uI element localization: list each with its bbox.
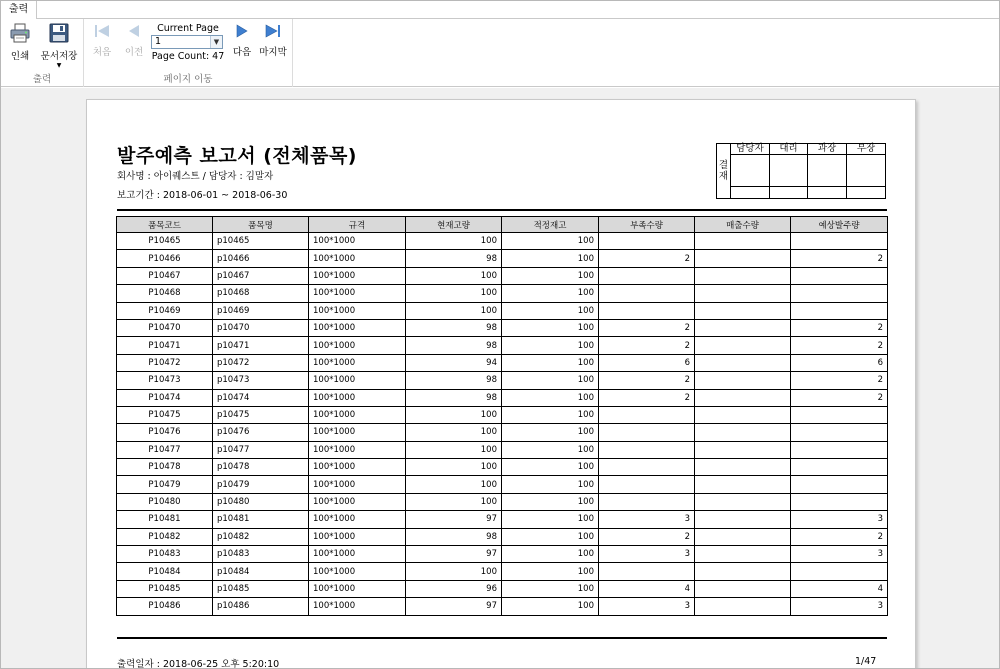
col-header-proper-stock: 적정재고 [502, 217, 599, 233]
table-cell: 100 [502, 389, 599, 406]
table-cell: 3 [599, 598, 695, 615]
floppy-disk-icon [48, 22, 70, 44]
table-cell: 100 [406, 441, 502, 458]
table-row [117, 233, 888, 250]
table-cell: P10467 [117, 267, 213, 284]
report-title: 발주예측 보고서 (전체품목) [117, 145, 357, 167]
table-cell: p10468 [213, 285, 309, 302]
table-cell [599, 493, 695, 510]
table-cell [791, 285, 888, 302]
table-cell: 100 [502, 598, 599, 615]
table-cell: P10471 [117, 337, 213, 354]
approval-col-manager [808, 144, 847, 198]
table-cell: 100*1000 [309, 319, 406, 336]
table-cell [695, 389, 791, 406]
table-row [117, 598, 888, 615]
table-cell [791, 406, 888, 423]
table-cell: 100*1000 [309, 250, 406, 267]
table-cell: 2 [791, 319, 888, 336]
table-cell: p10466 [213, 250, 309, 267]
approval-foot [847, 186, 885, 198]
document-viewport[interactable] [1, 88, 999, 668]
table-cell: P10481 [117, 511, 213, 528]
table-cell: 100*1000 [309, 563, 406, 580]
col-header-expected-order: 예상발주량 [791, 217, 888, 233]
table-cell [695, 598, 791, 615]
table-cell: P10479 [117, 476, 213, 493]
col-header-item-code: 품목코드 [117, 217, 213, 233]
table-cell: 100 [502, 441, 599, 458]
table-cell: P10469 [117, 302, 213, 319]
company-line: 회사명 : 아이퀘스트 / 담당자 : 김말자 [117, 171, 274, 182]
table-cell: 2 [599, 372, 695, 389]
approval-head-deputy: 대리 [770, 144, 807, 155]
table-cell: 100 [406, 459, 502, 476]
first-page-icon [93, 22, 111, 40]
table-cell: 100*1000 [309, 337, 406, 354]
table-cell: p10475 [213, 406, 309, 423]
table-row [117, 546, 888, 563]
table-cell: P10484 [117, 563, 213, 580]
table-cell [695, 459, 791, 476]
table-cell: P10476 [117, 424, 213, 441]
table-cell: 98 [406, 372, 502, 389]
table-cell: 100*1000 [309, 267, 406, 284]
col-header-spec: 규격 [309, 217, 406, 233]
last-page-label: 마지막 [259, 47, 287, 58]
table-cell: P10472 [117, 354, 213, 371]
table-cell: 97 [406, 511, 502, 528]
table-cell: 2 [791, 389, 888, 406]
save-document-label: 문서저장 [40, 51, 78, 62]
ribbon [1, 19, 999, 87]
table-cell: p10477 [213, 441, 309, 458]
table-cell: p10465 [213, 233, 309, 250]
last-page-icon [264, 22, 282, 40]
table-cell: 100 [406, 302, 502, 319]
table-row [117, 389, 888, 406]
table-row [117, 319, 888, 336]
table-cell [695, 546, 791, 563]
table-cell [695, 302, 791, 319]
table-cell: p10478 [213, 459, 309, 476]
table-cell [695, 337, 791, 354]
table-cell: P10483 [117, 546, 213, 563]
table-row [117, 528, 888, 545]
save-document-button[interactable] [39, 22, 79, 69]
table-cell: p10467 [213, 267, 309, 284]
table-cell: 100 [502, 511, 599, 528]
dropdown-arrow-icon[interactable]: ▼ [56, 62, 62, 69]
previous-page-button[interactable] [122, 22, 146, 58]
table-cell: 97 [406, 598, 502, 615]
table-cell [695, 424, 791, 441]
col-header-sales-qty: 매출수량 [695, 217, 791, 233]
table-cell: p10482 [213, 528, 309, 545]
table-cell: 100 [502, 233, 599, 250]
table-cell [791, 441, 888, 458]
table-row [117, 424, 888, 441]
col-header-shortage: 부족수량 [599, 217, 695, 233]
table-cell: P10478 [117, 459, 213, 476]
table-cell: 100 [502, 476, 599, 493]
table-cell: 6 [599, 354, 695, 371]
table-cell [791, 267, 888, 284]
table-cell: P10473 [117, 372, 213, 389]
approval-col-deputy [770, 144, 808, 198]
table-cell: 100 [502, 372, 599, 389]
table-cell: 3 [791, 598, 888, 615]
table-cell [791, 459, 888, 476]
table-cell: 6 [791, 354, 888, 371]
table-cell: 2 [599, 528, 695, 545]
table-cell [695, 372, 791, 389]
footer-print-date: 출력일자 : 2018-06-25 오후 5:20:10 [117, 659, 280, 668]
table-row [117, 302, 888, 319]
table-cell [695, 233, 791, 250]
table-cell: 100 [502, 267, 599, 284]
table-cell [695, 250, 791, 267]
ribbon-group-output [1, 19, 84, 87]
table-row [117, 354, 888, 371]
table-cell: 4 [791, 580, 888, 597]
ribbon-group-output-label: 출력 [32, 74, 52, 85]
table-cell: 100 [502, 546, 599, 563]
table-cell: 100*1000 [309, 354, 406, 371]
table-cell: p10479 [213, 476, 309, 493]
table-cell: 98 [406, 250, 502, 267]
col-header-item-name: 품목명 [213, 217, 309, 233]
table-cell [791, 493, 888, 510]
table-cell: p10476 [213, 424, 309, 441]
table-cell: 100 [406, 285, 502, 302]
table-row [117, 337, 888, 354]
table-cell: P10477 [117, 441, 213, 458]
table-cell: 100 [406, 267, 502, 284]
table-cell: 100 [502, 580, 599, 597]
table-cell: 2 [599, 250, 695, 267]
table-cell: p10481 [213, 511, 309, 528]
table-cell [695, 354, 791, 371]
table-cell: 100 [502, 319, 599, 336]
table-cell: 3 [791, 511, 888, 528]
table-cell: 98 [406, 528, 502, 545]
table-cell: p10470 [213, 319, 309, 336]
table-cell: P10474 [117, 389, 213, 406]
table-cell [695, 476, 791, 493]
approval-side-label-1: 결 [718, 160, 729, 171]
table-cell [599, 441, 695, 458]
approval-foot [770, 186, 807, 198]
table-cell: P10480 [117, 493, 213, 510]
table-cell: 2 [791, 250, 888, 267]
approval-foot [731, 186, 769, 198]
table-cell: p10483 [213, 546, 309, 563]
table-cell: 2 [599, 319, 695, 336]
table-row [117, 511, 888, 528]
period-line: 보고기간 : 2018-06-01 ~ 2018-06-30 [117, 190, 288, 201]
table-cell: 100*1000 [309, 389, 406, 406]
table-cell [695, 267, 791, 284]
table-row [117, 406, 888, 423]
footer-rule [117, 637, 887, 639]
table-cell [599, 267, 695, 284]
table-cell: 100*1000 [309, 302, 406, 319]
table-cell: 2 [599, 389, 695, 406]
table-cell: 100*1000 [309, 459, 406, 476]
table-cell [791, 302, 888, 319]
report-table [116, 216, 888, 616]
table-cell [599, 285, 695, 302]
current-page-value: 1 [155, 36, 162, 47]
table-cell: P10486 [117, 598, 213, 615]
table-cell: 100*1000 [309, 441, 406, 458]
table-cell: 2 [791, 337, 888, 354]
table-cell [599, 424, 695, 441]
printer-icon [9, 22, 31, 44]
next-page-button[interactable] [230, 22, 254, 58]
table-cell: 100 [406, 424, 502, 441]
table-cell [695, 406, 791, 423]
first-page-button[interactable] [90, 22, 114, 58]
table-cell: 94 [406, 354, 502, 371]
table-cell: 100*1000 [309, 546, 406, 563]
next-page-icon [233, 22, 251, 40]
table-cell [599, 233, 695, 250]
table-row [117, 563, 888, 580]
table-cell: p10469 [213, 302, 309, 319]
table-row [117, 285, 888, 302]
table-cell: 96 [406, 580, 502, 597]
table-cell: 3 [599, 511, 695, 528]
table-cell: 100*1000 [309, 406, 406, 423]
table-cell: P10470 [117, 319, 213, 336]
previous-page-icon [125, 22, 143, 40]
table-cell: p10472 [213, 354, 309, 371]
table-cell: 100*1000 [309, 424, 406, 441]
table-body [117, 233, 888, 616]
table-cell: 100 [502, 285, 599, 302]
table-cell: 100*1000 [309, 528, 406, 545]
ribbon-tab-strip [1, 1, 999, 19]
table-header-row [117, 217, 888, 233]
approval-side-label-2: 재 [718, 171, 729, 182]
table-cell: 100*1000 [309, 233, 406, 250]
table-cell: p10473 [213, 372, 309, 389]
table-row [117, 476, 888, 493]
table-cell: P10468 [117, 285, 213, 302]
col-header-current-stock: 현재고량 [406, 217, 502, 233]
table-cell: 100*1000 [309, 476, 406, 493]
table-cell: 100 [406, 476, 502, 493]
table-cell: 100*1000 [309, 598, 406, 615]
table-cell: 100 [406, 233, 502, 250]
table-row [117, 441, 888, 458]
table-row [117, 493, 888, 510]
table-cell [599, 406, 695, 423]
table-cell: 100 [406, 493, 502, 510]
approval-foot [808, 186, 846, 198]
table-row [117, 267, 888, 284]
table-cell [599, 476, 695, 493]
table-cell: 98 [406, 389, 502, 406]
table-cell: 3 [791, 546, 888, 563]
chevron-down-icon[interactable]: ▼ [210, 36, 222, 48]
print-label: 인쇄 [10, 51, 30, 62]
approval-side-label [717, 144, 731, 198]
approval-col-director [847, 144, 885, 198]
approval-box [716, 143, 886, 199]
table-row [117, 580, 888, 597]
previous-page-label: 이전 [124, 47, 144, 58]
table-cell: p10484 [213, 563, 309, 580]
table-cell [599, 563, 695, 580]
table-cell: 100 [502, 424, 599, 441]
table-cell: P10482 [117, 528, 213, 545]
table-cell: p10471 [213, 337, 309, 354]
table-cell: p10486 [213, 598, 309, 615]
table-cell: P10485 [117, 580, 213, 597]
table-cell: 100 [406, 563, 502, 580]
approval-col-staff [731, 144, 770, 198]
table-row [117, 459, 888, 476]
table-row [117, 250, 888, 267]
table-cell [695, 528, 791, 545]
table-cell [695, 563, 791, 580]
table-cell: 100 [502, 493, 599, 510]
table-cell: 2 [791, 372, 888, 389]
table-cell: 100 [502, 528, 599, 545]
table-cell: 100*1000 [309, 493, 406, 510]
table-cell: 100*1000 [309, 372, 406, 389]
table-cell [791, 563, 888, 580]
table-cell [695, 580, 791, 597]
approval-head-director: 부장 [847, 144, 885, 155]
table-cell: 100 [502, 250, 599, 267]
print-button[interactable] [7, 22, 33, 62]
table-cell: P10465 [117, 233, 213, 250]
table-cell: 100 [502, 406, 599, 423]
table-cell [695, 493, 791, 510]
table-cell: 100*1000 [309, 580, 406, 597]
approval-head-manager: 과장 [808, 144, 846, 155]
ribbon-group-navigation-label: 페이지 이동 [163, 74, 213, 85]
tab-output[interactable]: 출력 [1, 1, 37, 19]
current-page-box [151, 23, 225, 62]
table-cell [791, 233, 888, 250]
approval-head-staff: 담당자 [731, 144, 769, 155]
current-page-caption: Current Page [157, 23, 219, 34]
table-cell [791, 476, 888, 493]
table-cell [695, 285, 791, 302]
table-cell: 97 [406, 546, 502, 563]
table-cell: 100 [502, 459, 599, 476]
table-cell: 100 [502, 563, 599, 580]
table-cell: P10466 [117, 250, 213, 267]
next-page-label: 다음 [232, 47, 252, 58]
table-cell: P10475 [117, 406, 213, 423]
table-cell: 2 [599, 337, 695, 354]
table-cell [599, 302, 695, 319]
header-rule [117, 209, 887, 211]
table-cell: 100 [502, 337, 599, 354]
ribbon-group-page-navigation [84, 19, 293, 87]
report-page [86, 99, 916, 668]
table-cell: 100 [502, 302, 599, 319]
table-cell: p10474 [213, 389, 309, 406]
table-cell: 100*1000 [309, 511, 406, 528]
table-cell: p10480 [213, 493, 309, 510]
table-cell [599, 459, 695, 476]
table-cell: p10485 [213, 580, 309, 597]
first-page-label: 처음 [92, 47, 112, 58]
footer-page-number: 1/47 [855, 656, 877, 667]
page-count: Page Count: 47 [151, 51, 225, 62]
table-cell: 3 [599, 546, 695, 563]
last-page-button[interactable] [258, 22, 288, 58]
table-cell: 4 [599, 580, 695, 597]
table-cell: 2 [791, 528, 888, 545]
current-page-select[interactable] [151, 35, 223, 49]
table-row [117, 372, 888, 389]
table-cell: 98 [406, 337, 502, 354]
table-cell [791, 424, 888, 441]
table-cell [695, 319, 791, 336]
table-cell [695, 511, 791, 528]
table-cell [695, 441, 791, 458]
table-cell: 100 [502, 354, 599, 371]
table-cell: 98 [406, 319, 502, 336]
table-cell: 100*1000 [309, 285, 406, 302]
table-cell: 100 [406, 406, 502, 423]
